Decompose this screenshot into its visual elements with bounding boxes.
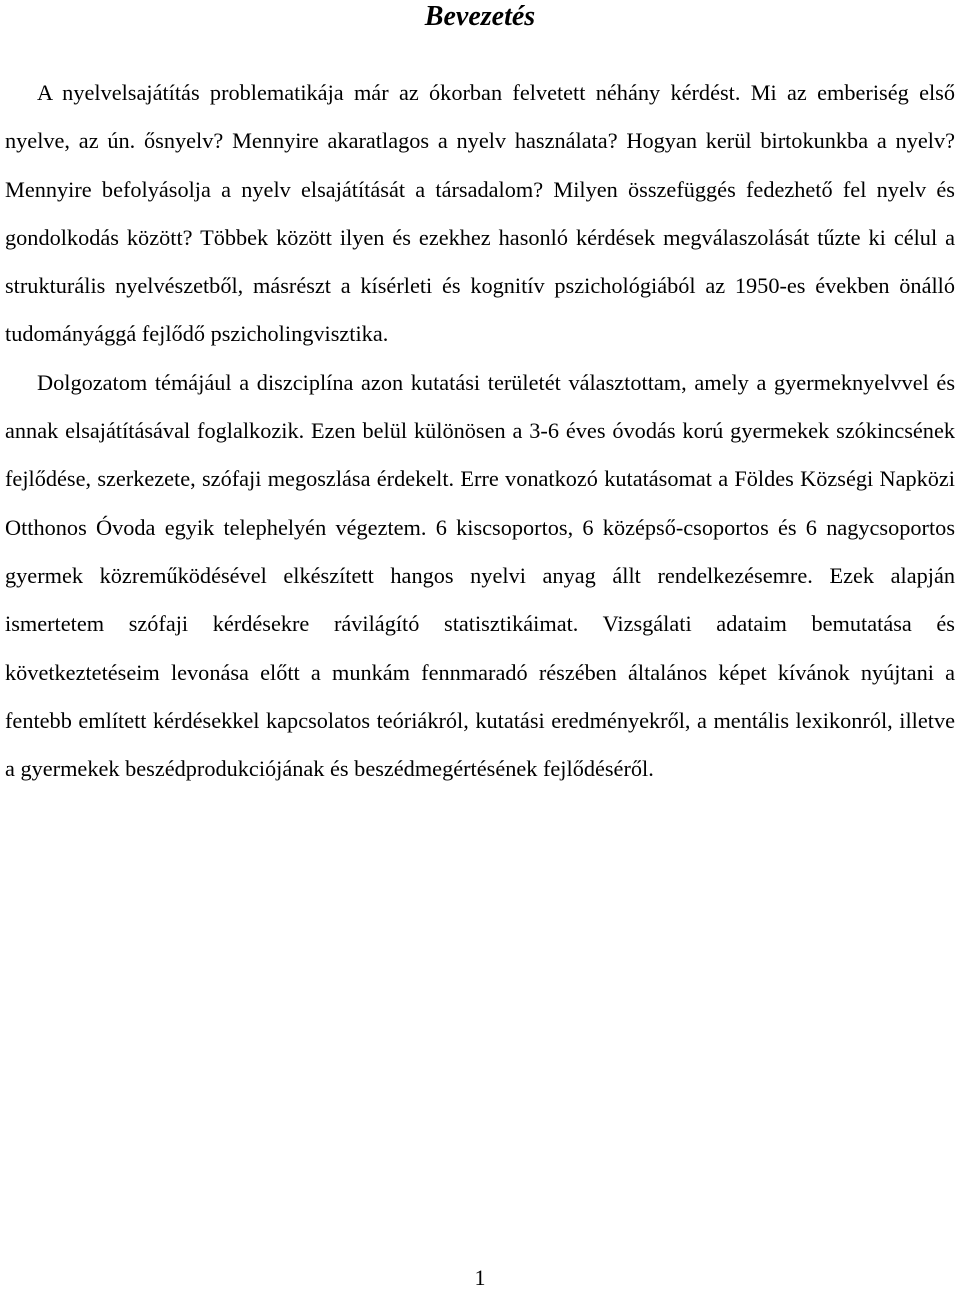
paragraph-2: Dolgozatom témájául a diszciplína azon kutatási területét választottam, amely a gyermeknyelvvel és annak elsajátításával foglalkozik. Ezen belül különösen a 3-6 éves óvodás korú gyermekek szókincsének fejlődése, szerkezete, szófaji megoszlása érdekelt. Erre vonatkozó kutatásomat a Földes Községi Napközi Otthonos Óvoda egyik telephelyén végeztem. 6 kiscsoportos, 6 középső-csoportos és 6 nagycsoportos gyermek közreműködésével elkészített hangos nyelvi anyag állt rendelkezésemre. Ezek alapján ismertetem szófaji kérdésekre rávilágító statisztikáimat. Vizsgálati adataim bemutatása és következtetéseim levonása előtt a munkám fennmaradó részében általános képet kívánok nyújtani a fentebb említett kérdésekkel kapcsolatos teóriákról, kutatási eredményekről, a mentális lexikonról, illetve a gyermekek beszédprodukciójának és beszédmegértésének fejlődéséről.: [5, 369, 955, 782]
body-text: [5, 69, 955, 793]
page-number: 1: [474, 1265, 486, 1290]
page-title: Bevezetés: [424, 1, 536, 32]
paragraph-1: A nyelvelsajátítás problematikája már az ókorban felvetett néhány kérdést. Mi az emberiség első nyelve, az ún. ősnyelv? Mennyire akaratlagos a nyelv használata? Hogyan kerül birtokunkba a nyelv? Mennyire befolyásolja a nyelv elsajátítását a társadalom? Milyen összefüggés fedezhető fel nyelv és gondolkodás között? Többek között ilyen és ezekhez hasonló kérdések megválaszolását tűzte ki célul a strukturális nyelvészetből, másrészt a kísérleti és kognitív pszichológiából az 1950-es években önálló tudományággá fejlődő pszicholingvisztika.: [5, 80, 955, 347]
